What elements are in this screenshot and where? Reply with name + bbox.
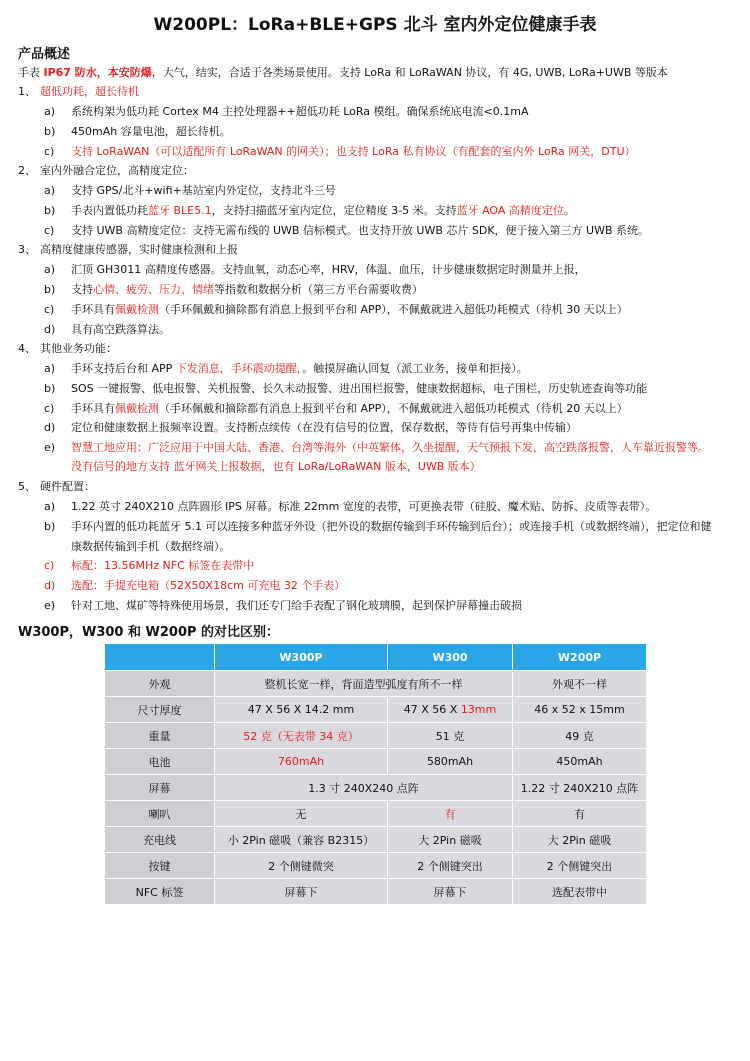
cell-w200p: 1.22 寸 240X210 点阵 — [513, 775, 647, 801]
cell-w300 — [388, 697, 513, 723]
section-2-number: 2、 — [18, 164, 36, 177]
label-c: c) — [44, 303, 55, 316]
cell-w300p: 无 — [215, 801, 388, 827]
s5-item-d: 选配：手提充电箱（52X50X18cm 可充电 32 个手表） — [71, 579, 346, 592]
cell-merged: 1.3 寸 240X240 点阵 — [215, 775, 513, 801]
s4-a-text-2: 。触摸屏确认回复（派工业务，接单和拒接）。 — [302, 362, 528, 375]
cell-w300p: 52 克（无表带 34 克） — [215, 723, 388, 749]
table-row — [105, 775, 647, 801]
cell-w200p: 外观不一样 — [513, 671, 647, 697]
overview-intro — [18, 64, 668, 80]
s3-c-highlight: 佩戴检测 — [115, 303, 159, 316]
section-1-number: 1、 — [18, 85, 36, 98]
compare-heading: W300P，W300 和 W200P 的对比区别： — [18, 625, 280, 640]
cell-w200p: 2 个侧键突出 — [513, 853, 647, 879]
comparison-table — [104, 643, 647, 905]
page-title: W200PL：LoRa+BLE+GPS 北斗 室内外定位健康手表 — [153, 15, 597, 35]
s4-item-e-line2: 没有信号的地方支持 蓝牙网关上报数据，也有 LoRa/LoRaWAN 版本，UWB 版本） — [71, 460, 481, 473]
row-label: 喇叭 — [105, 801, 215, 827]
label-d: d) — [44, 323, 56, 336]
s4-c-highlight: 佩戴检测 — [115, 402, 159, 415]
cell-text: 47 X 56 X — [403, 703, 461, 716]
section-4-number: 4、 — [18, 342, 36, 355]
s3-item-d: 具有高空跌落算法。 — [71, 323, 170, 336]
cell-w300p: 2 个侧键微突 — [215, 853, 388, 879]
s5-item-b-line1: 手环内置的低功耗蓝牙 5.1 可以连接多种蓝牙外设（把外设的数据传输到手环传输到后台）；或连接手机（或数据终端），把定位和健 — [71, 520, 712, 533]
cell-w200p: 选配表带中 — [513, 879, 647, 905]
cell-w200p: 大 2Pin 磁吸 — [513, 827, 647, 853]
label-a: a) — [44, 500, 56, 513]
intro-text-2: ，大气，结实，合适于各类场景使用。支持 LoRa 和 LoRaWAN 协议，有 4G, UWB, LoRa+UWB 等版本 — [151, 66, 668, 79]
label-a: a) — [44, 184, 56, 197]
label-d: d) — [44, 421, 56, 434]
section-3-title: 高精度健康传感器，实时健康检测和上报 — [40, 243, 238, 256]
header-w300: W300 — [388, 644, 513, 671]
row-label: 重量 — [105, 723, 215, 749]
label-e: e) — [44, 441, 56, 454]
cell-merged: 整机长宽一样，背面造型弧度有所不一样 — [215, 671, 513, 697]
s4-item-c — [71, 402, 628, 416]
s3-b-text-2: 等指数和数据分析（第三方平台需要收费） — [214, 283, 423, 296]
header-w200p: W200P — [513, 644, 647, 671]
row-label: 尺寸厚度 — [105, 697, 215, 723]
label-b: b) — [44, 125, 56, 138]
s2-item-c: 支持 UWB 高精度定位：支持无需布线的 UWB 信标模式。也支持开放 UWB 芯片 SDK，便于接入第三方 UWB 系统。 — [71, 224, 650, 237]
s2-b-highlight-1: 蓝牙 BLE5.1 — [148, 204, 212, 217]
label-b: b) — [44, 283, 56, 296]
s4-a-text-1: 手环支持后台和 APP — [71, 362, 176, 375]
row-label: 电池 — [105, 749, 215, 775]
row-label: 外观 — [105, 671, 215, 697]
s1-item-a: 系统构架为低功耗 Cortex M4 主控处理器++超低功耗 LoRa 模组。确保系统底电流<0.1mA — [71, 105, 529, 118]
s4-item-b: SOS 一键报警、低电报警、关机报警、长久未动报警、进出围栏报警，健康数据超标，电子围栏，历史轨迹查询等功能 — [71, 382, 648, 395]
section-4-title: 其他业务功能： — [40, 342, 117, 355]
label-c: c) — [44, 402, 55, 415]
section-5-number: 5、 — [18, 480, 36, 493]
s3-b-highlight: 心情、疲劳、压力、情绪 — [93, 283, 214, 296]
cell-w300p: 47 X 56 X 14.2 mm — [215, 697, 388, 723]
cell-w300: 580mAh — [388, 749, 513, 775]
table-row — [105, 749, 647, 775]
intro-highlight: IP67 防水，本安防爆 — [43, 66, 152, 79]
s3-b-text-1: 支持 — [71, 283, 93, 296]
table-header-row — [105, 644, 647, 671]
section-5-title: 硬件配置： — [40, 480, 95, 493]
s3-item-a: 汇顶 GH3011 高精度传感器。支持血氧，动态心率，HRV，体温、血压，计步健康数据定时测量并上报， — [71, 263, 586, 276]
label-a: a) — [44, 105, 56, 118]
table-row — [105, 723, 647, 749]
table-row — [105, 801, 647, 827]
s2-b-text-1: 手表内置低功耗 — [71, 204, 148, 217]
cell-w300: 屏幕下 — [388, 879, 513, 905]
s1-item-b: 450mAh 容量电池，超长待机。 — [71, 125, 231, 138]
s4-a-highlight: 下发消息，手环震动提醒， — [175, 362, 303, 375]
s4-c-text-1: 手环具有 — [71, 402, 115, 415]
label-c: c) — [44, 559, 55, 572]
cell-w300p: 屏幕下 — [215, 879, 388, 905]
s5-item-b-line2: 康数据传输到手机（数据终端）。 — [71, 540, 231, 553]
cell-w200p: 有 — [513, 801, 647, 827]
cell-w300: 有 — [388, 801, 513, 827]
s5-item-e: 针对工地、煤矿等特殊使用场景，我们还专门给手表配了钢化玻璃膜，起到保护屏幕撞击破损 — [71, 599, 522, 612]
label-b: b) — [44, 382, 56, 395]
s5-item-a: 1.22 英寸 240X210 点阵圆形 IPS 屏幕。标准 22mm 宽度的表带，可更换表带（硅胶、魔术贴、防拆、皮质等表带）。 — [71, 500, 657, 513]
label-a: a) — [44, 362, 56, 375]
section-1-title: 超低功耗，超长待机 — [40, 85, 139, 98]
intro-text-1: 手表 — [18, 66, 44, 79]
s5-item-c: 标配：13.56MHz NFC 标签在表带中 — [71, 559, 255, 572]
table-row — [105, 853, 647, 879]
cell-w200p: 450mAh — [513, 749, 647, 775]
table-row — [105, 697, 647, 723]
cell-w200p: 46 x 52 x 15mm — [513, 697, 647, 723]
cell-w300p: 小 2Pin 磁吸（兼容 B2315） — [215, 827, 388, 853]
section-2-title: 室内外融合定位，高精度定位： — [40, 164, 194, 177]
s2-b-highlight-2: 蓝牙 AOA 高精度定位 — [456, 204, 564, 217]
label-d: d) — [44, 579, 56, 592]
cell-w300: 2 个侧键突出 — [388, 853, 513, 879]
s3-item-b — [71, 283, 423, 297]
s1-item-c: 支持 LoRaWAN（可以适配所有 LoRaWAN 的网关）；也支持 LoRa 私有协议（有配套的室内外 LoRa 网关，DTU） — [71, 145, 636, 158]
cell-w300: 51 克 — [388, 723, 513, 749]
label-b: b) — [44, 520, 56, 533]
s2-b-text-2: ，支持扫描蓝牙室内定位，定位精度 3-5 米。支持 — [211, 204, 457, 217]
s4-item-e-line1: 智慧工地应用：广泛应用于中国大陆、香港、台湾等海外（中英繁体，久坐提醒，天气预报下发，高空跌落报警，人车靠近报警等。 — [71, 441, 709, 454]
s3-item-c — [71, 303, 628, 317]
overview-heading: 产品概述 — [18, 47, 71, 62]
row-label: 充电线 — [105, 827, 215, 853]
cell-w300: 大 2Pin 磁吸 — [388, 827, 513, 853]
s4-item-d: 定位和健康数据上报频率设置。支持断点续传（在没有信号的位置，保存数据，等待有信号再集中传输） — [71, 421, 577, 434]
label-a: a) — [44, 263, 56, 276]
s2-item-b: 手表内置低功耗蓝牙 BLE5.1，支持扫描蓝牙室内定位，定位精度 3-5 米。支持蓝牙 AOA 高精度定位。 — [71, 204, 575, 217]
table-row — [105, 879, 647, 905]
cell-w300p: 760mAh — [215, 749, 388, 775]
row-label: 按键 — [105, 853, 215, 879]
cell-w200p: 49 克 — [513, 723, 647, 749]
label-b: b) — [44, 204, 56, 217]
s4-c-text-2: （手环佩戴和摘除都有消息上报到平台和 APP），不佩戴就进入超低功耗模式（待机 20 天以上） — [159, 402, 628, 415]
row-label: 屏幕 — [105, 775, 215, 801]
s4-item-a — [71, 362, 528, 376]
header-empty — [105, 644, 215, 671]
s2-item-a: 支持 GPS/北斗+wifi+基站室内外定位，支持北斗三号 — [71, 184, 336, 197]
table-row — [105, 671, 647, 697]
label-e: e) — [44, 599, 56, 612]
section-3-number: 3、 — [18, 243, 36, 256]
s3-c-text-2: （手环佩戴和摘除都有消息上报到平台和 APP），不佩戴就进入超低功耗模式（待机 30 天以上） — [159, 303, 628, 316]
header-w300p: W300P — [215, 644, 388, 671]
s3-c-text-1: 手环具有 — [71, 303, 115, 316]
row-label: NFC 标签 — [105, 879, 215, 905]
table-row — [105, 827, 647, 853]
label-c: c) — [44, 224, 55, 237]
label-c: c) — [44, 145, 55, 158]
cell-highlight: 13mm — [460, 703, 497, 716]
